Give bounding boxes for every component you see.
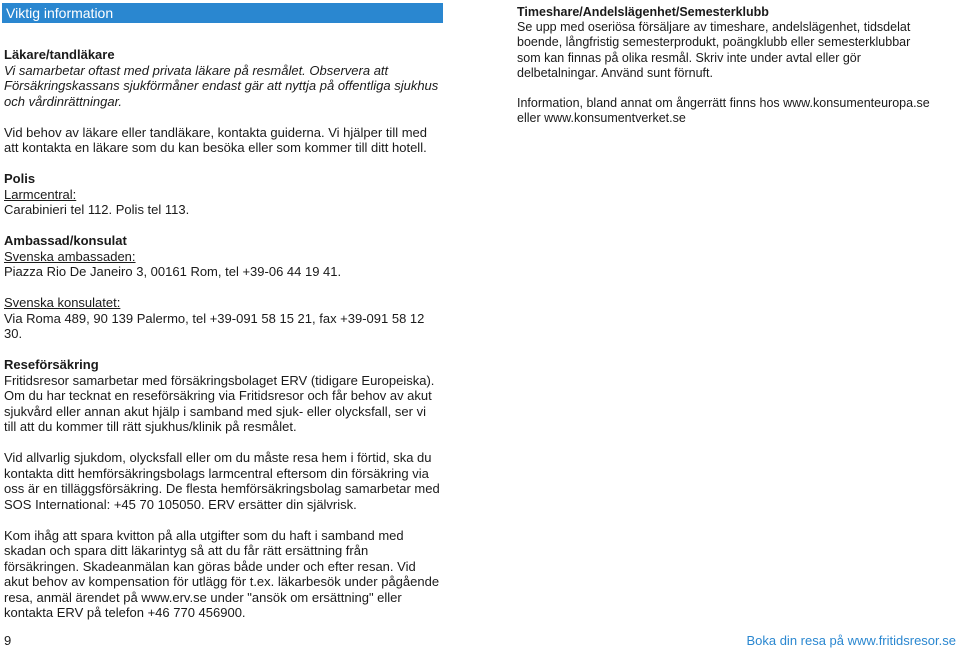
insurance-p1-line-4: till att du kommer till rätt sjukhus/klinik på resmålet. bbox=[4, 419, 297, 434]
police-heading: Polis bbox=[4, 171, 36, 186]
embassy-link[interactable]: Svenska ambassaden: bbox=[4, 248, 136, 264]
timeshare-body-line-2: boende, långfristig semesterprodukt, poängklubb eller semesterklubbar bbox=[517, 35, 911, 50]
doctors-note-line-2: Försäkringskassans sjukförmåner endast gär att nyttja på offentliga sjukhus bbox=[4, 78, 439, 93]
insurance-p3-line-3: försäkringen. Skadeanmälan kan göras både under och efter resan. Vid bbox=[4, 558, 416, 574]
doctors-section bbox=[4, 47, 449, 156]
doctors-body-line-1: Vid behov av läkare eller tandläkare, kontakta guiderna. Vi hjälper till med bbox=[4, 124, 427, 140]
police-section bbox=[4, 171, 449, 218]
consulate-address-line-2: 30. bbox=[4, 326, 23, 341]
doctors-heading: Läkare/tandläkare bbox=[4, 47, 115, 62]
embassy-heading: Ambassad/konsulat bbox=[4, 233, 127, 248]
timeshare-heading: Timeshare/Andelslägenhet/Semesterklubb bbox=[517, 5, 769, 19]
police-numbers: Carabinieri tel 112. Polis tel 113. bbox=[4, 202, 190, 217]
section-title: Viktig information bbox=[6, 5, 114, 21]
page-number: 9 bbox=[4, 633, 12, 648]
right-column bbox=[517, 5, 960, 126]
insurance-p2-line-1: Vid allvarlig sjukdom, olycksfall eller om du måste resa hem i förtid, ska du bbox=[4, 450, 432, 465]
embassy-section bbox=[4, 233, 449, 342]
insurance-p1-line-2: Om du har tecknat en reseförsäkring via Fritidsresor och får behov av akut bbox=[4, 388, 432, 403]
insurance-p3-line-6: kontakta ERV på telefon +46 770 456900. bbox=[4, 605, 246, 620]
doctors-note-line-1: Vi samarbetar oftast med privata läkare på resmålet. Observera att bbox=[4, 62, 389, 78]
left-column bbox=[4, 47, 449, 621]
insurance-p3-line-4: akut behov av kompensation för utlägg för t.ex. läkarbesök under pågående bbox=[4, 574, 440, 589]
timeshare-body-line-1: Se upp med oseriösa försäljare av timeshare, andelslägenhet, tidsdelat bbox=[517, 20, 911, 35]
insurance-p3-line-5: resa, anmäl ärendet på www.erv.se under "ansök om ersättning" eller bbox=[4, 589, 402, 605]
timeshare-section bbox=[517, 5, 960, 126]
doctors-note-line-3: och vårdinrättningar. bbox=[4, 93, 123, 109]
booking-link[interactable]: Boka din resa på www.fritidsresor.se bbox=[746, 633, 956, 648]
section-header bbox=[2, 3, 443, 23]
insurance-p3-line-1: Kom ihåg att spara kvitton på alla utgifter som du haft i samband med bbox=[4, 527, 404, 543]
insurance-p2-line-4: SOS International: +45 70 105050. ERV ersätter din självrisk. bbox=[4, 496, 357, 512]
insurance-heading: Reseförsäkring bbox=[4, 357, 99, 372]
consulate-address-line-1: Via Roma 489, 90 139 Palermo, tel +39-091 58 15 21, fax +39-091 58 12 bbox=[4, 310, 425, 326]
insurance-section bbox=[4, 357, 449, 621]
timeshare-info-line-1: Information, bland annat om ångerrätt finns hos www.konsumenteuropa.se bbox=[517, 96, 930, 111]
doctors-body-line-2: att kontakta en läkare som du kan besöka eller som kommer till ditt hotell. bbox=[4, 140, 427, 155]
insurance-p2-line-2: kontakta ditt hemförsäkringsbolags larmcentral eftersom din försäkring via bbox=[4, 465, 429, 481]
insurance-p1-line-1: Fritidsresor samarbetar med försäkringsbolaget ERV (tidigare Europeiska). bbox=[4, 372, 435, 388]
police-emergency-link[interactable]: Larmcentral: bbox=[4, 186, 77, 202]
timeshare-body-line-3: som kan finnas på olika resmål. Skriv inte under avtal eller gör bbox=[517, 50, 861, 65]
consulate-link[interactable]: Svenska konsulatet: bbox=[4, 295, 121, 310]
timeshare-body-line-4: delbetalningar. Använd sunt förnuft. bbox=[517, 65, 713, 80]
insurance-p3-line-2: skadan och spara ditt läkarintyg så att du får rätt ersättning från bbox=[4, 543, 369, 558]
insurance-p1-line-3: sjukvård eller annan akut hjälp i samband med sjuk- eller olycksfall, ser vi bbox=[4, 403, 426, 419]
insurance-p2-line-3: oss är en tilläggsförsäkring. De flesta hemförsäkringsbolag samarbetar med bbox=[4, 481, 440, 496]
embassy-address: Piazza Rio De Janeiro 3, 00161 Rom, tel +39-06 44 19 41. bbox=[4, 264, 342, 279]
timeshare-info-line-2: eller www.konsumentverket.se bbox=[517, 111, 686, 126]
